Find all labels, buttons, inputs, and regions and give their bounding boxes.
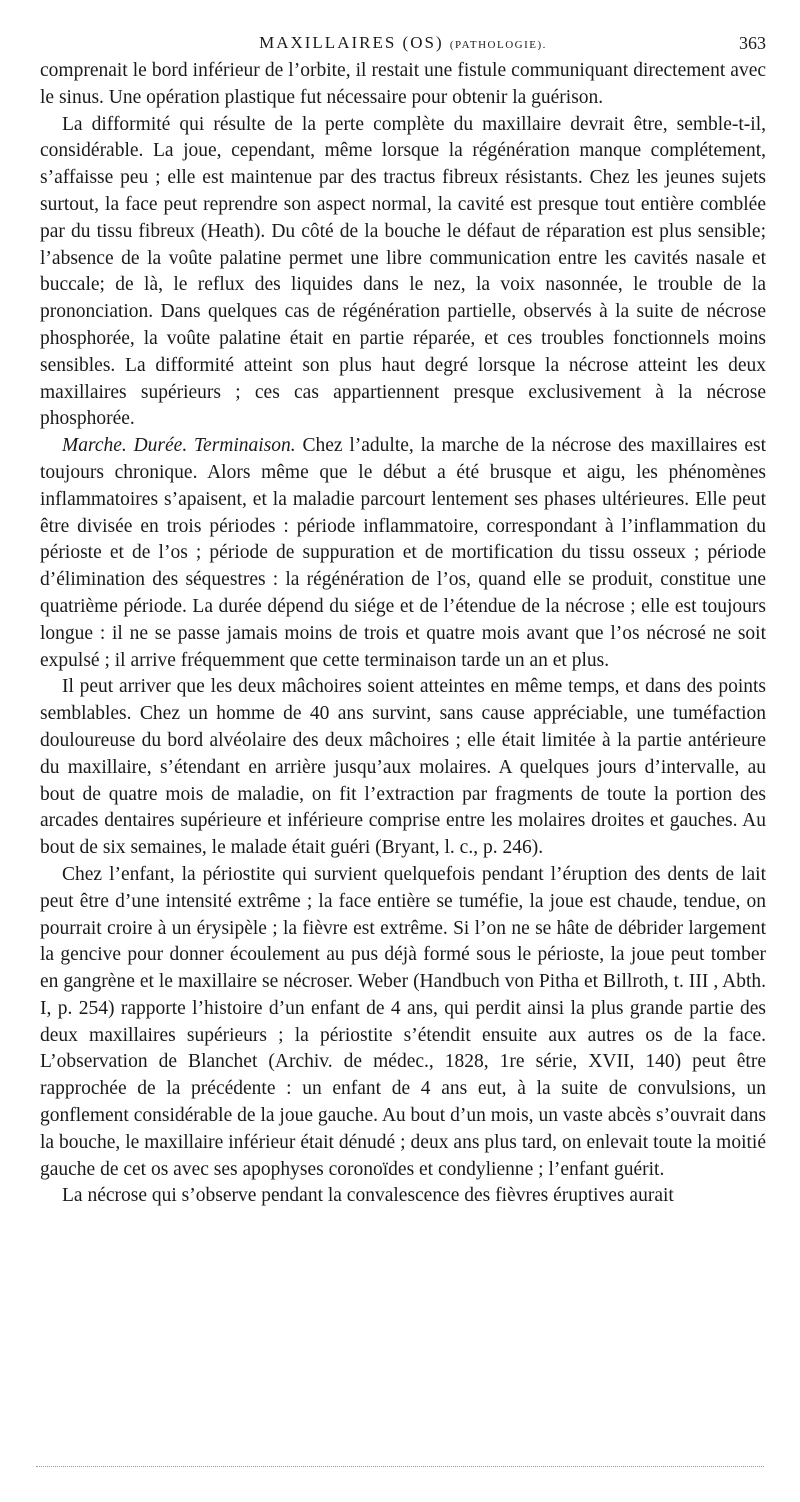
running-head-subtitle: (PATHOLOGIE). bbox=[449, 39, 547, 51]
page-number: 363 bbox=[739, 33, 766, 53]
running-head bbox=[40, 28, 766, 58]
paragraph-text: Chez l’enfant, la périostite qui survient quelquefois pendant l’éruption des dents de lait peut être d’une intensité extrême ; la face entière se tuméfie, la joue est chaude, tendue, on pourrait croire à un érysipèle ; la fièvre est extrême. Si l’on ne se hâte de débrider largement la gencive pour donner écoulement au pus déjà formé sous le périoste, la joue peut tomber en gangrène et le maxillaire se nécroser. Weber (Handbuch von Pitha et Billroth, t. III , Abth. I, p. 254) rapporte l’histoire d’un enfant de 4 ans, qui perdit ainsi la plus grande partie des deux maxillaires supérieurs ; la périostite s’étendit ensuite aux autres os de la face. L’observation de Blanchet (Archiv. de médec., 1828, 1re série, XVII, 140) peut être rapprochée de la précédente : un enfant de 4 ans eut, à la suite de convulsions, un gonflement considérable de la joue gauche. Au bout d’un mois, un vaste abcès s’ouvrait dans la bouche, le maxillaire inférieur était dénudé ; deux ans plus tard, on enlevait toute la moitié gauche de cet os avec ses apophyses coronoïdes et condylienne ; l’enfant guérit. bbox=[40, 863, 766, 1180]
running-head-title: MAXILLAIRES (OS) bbox=[259, 33, 444, 52]
footer-rule bbox=[36, 1466, 764, 1467]
paragraph bbox=[40, 1183, 766, 1210]
paragraph-text: Il peut arriver que les deux mâchoires soient atteintes en même temps, et dans des points semblables. Chez un homme de 40 ans survint, sans cause appréciable, une tuméfaction douloureuse du bord alvéolaire des deux mâchoires ; elle était limitée à la partie antérieure du maxillaire, s’étendant en arrière jusqu’aux molaires. A quelques jours d’intervalle, au bout de quatre mois de maladie, on fit l’extraction par fragments de toute la portion des arcades dentaires supérieure et inférieure comprise entre les molaires droites et gauches. Au bout de six semaines, le malade était guéri (Bryant, l. c., p. 246). bbox=[40, 676, 766, 859]
paragraph bbox=[40, 433, 766, 674]
section-heading: Marche. Durée. Terminaison. bbox=[62, 435, 296, 457]
document-page bbox=[40, 28, 766, 1210]
paragraph-text: La difformité qui résulte de la perte complète du maxillaire devrait être, semble-t-il, considérable. La joue, cependant, même lorsque la régénération manque complétement, s’affaisse peu ; elle est maintenue par des tractus fibreux résistants. Chez les jeunes sujets surtout, la face peut reprendre son aspect normal, la cavité est presque tout entière comblée par du tissu fibreux (Heath). Du côté de la bouche le défaut de réparation est plus sensible; l’absence de la voûte palatine permet une libre communication entre les cavités nasale et buccale; de là, le reflux des liquides dans le nez, la voix nasonnée, le trouble de la prononciation. Dans quelques cas de régénération partielle, observés à la suite de nécrose phosphorée, la voûte palatine était en partie réparée, et ces troubles fonctionnels moins sensibles. La difformité atteint son plus haut degré lorsque la nécrose atteint les deux maxillaires supérieurs ; ces cas appartiennent presque exclusivement à la nécrose phosphorée. bbox=[40, 113, 766, 430]
paragraph bbox=[40, 674, 766, 862]
paragraph bbox=[40, 112, 766, 434]
paragraph bbox=[40, 862, 766, 1184]
paragraph-text: Chez l’adulte, la marche de la nécrose des maxillaires est toujours chronique. Alors même que le début a été brusque et aigu, les phénomènes inflammatoires s’apaisent, et la maladie parcourt lentement ses phases ultérieures. Elle peut être divisée en trois périodes : période inflammatoire, correspondant à l’inflammation du périoste et de l’os ; période de suppuration et de mortification du tissu osseux ; période d’élimination des séquestres : la régénération de l’os, quand elle se produit, constitue une quatrième période. La durée dépend du siége et de l’étendue de la nécrose ; elle est toujours longue : il ne se passe jamais moins de trois et quatre mois avant que l’os nécrosé ne soit expulsé ; il arrive fréquemment que cette terminaison tarde un an et plus. bbox=[40, 435, 766, 671]
paragraph bbox=[40, 58, 766, 112]
paragraph-text: La nécrose qui s’observe pendant la convalescence des fièvres éruptives aurait bbox=[62, 1185, 674, 1207]
body-text bbox=[40, 58, 766, 1210]
paragraph-text: comprenait le bord inférieur de l’orbite, il restait une fistule communiquant directement avec le sinus. Une opération plastique fut nécessaire pour obtenir la guérison. bbox=[40, 60, 766, 108]
